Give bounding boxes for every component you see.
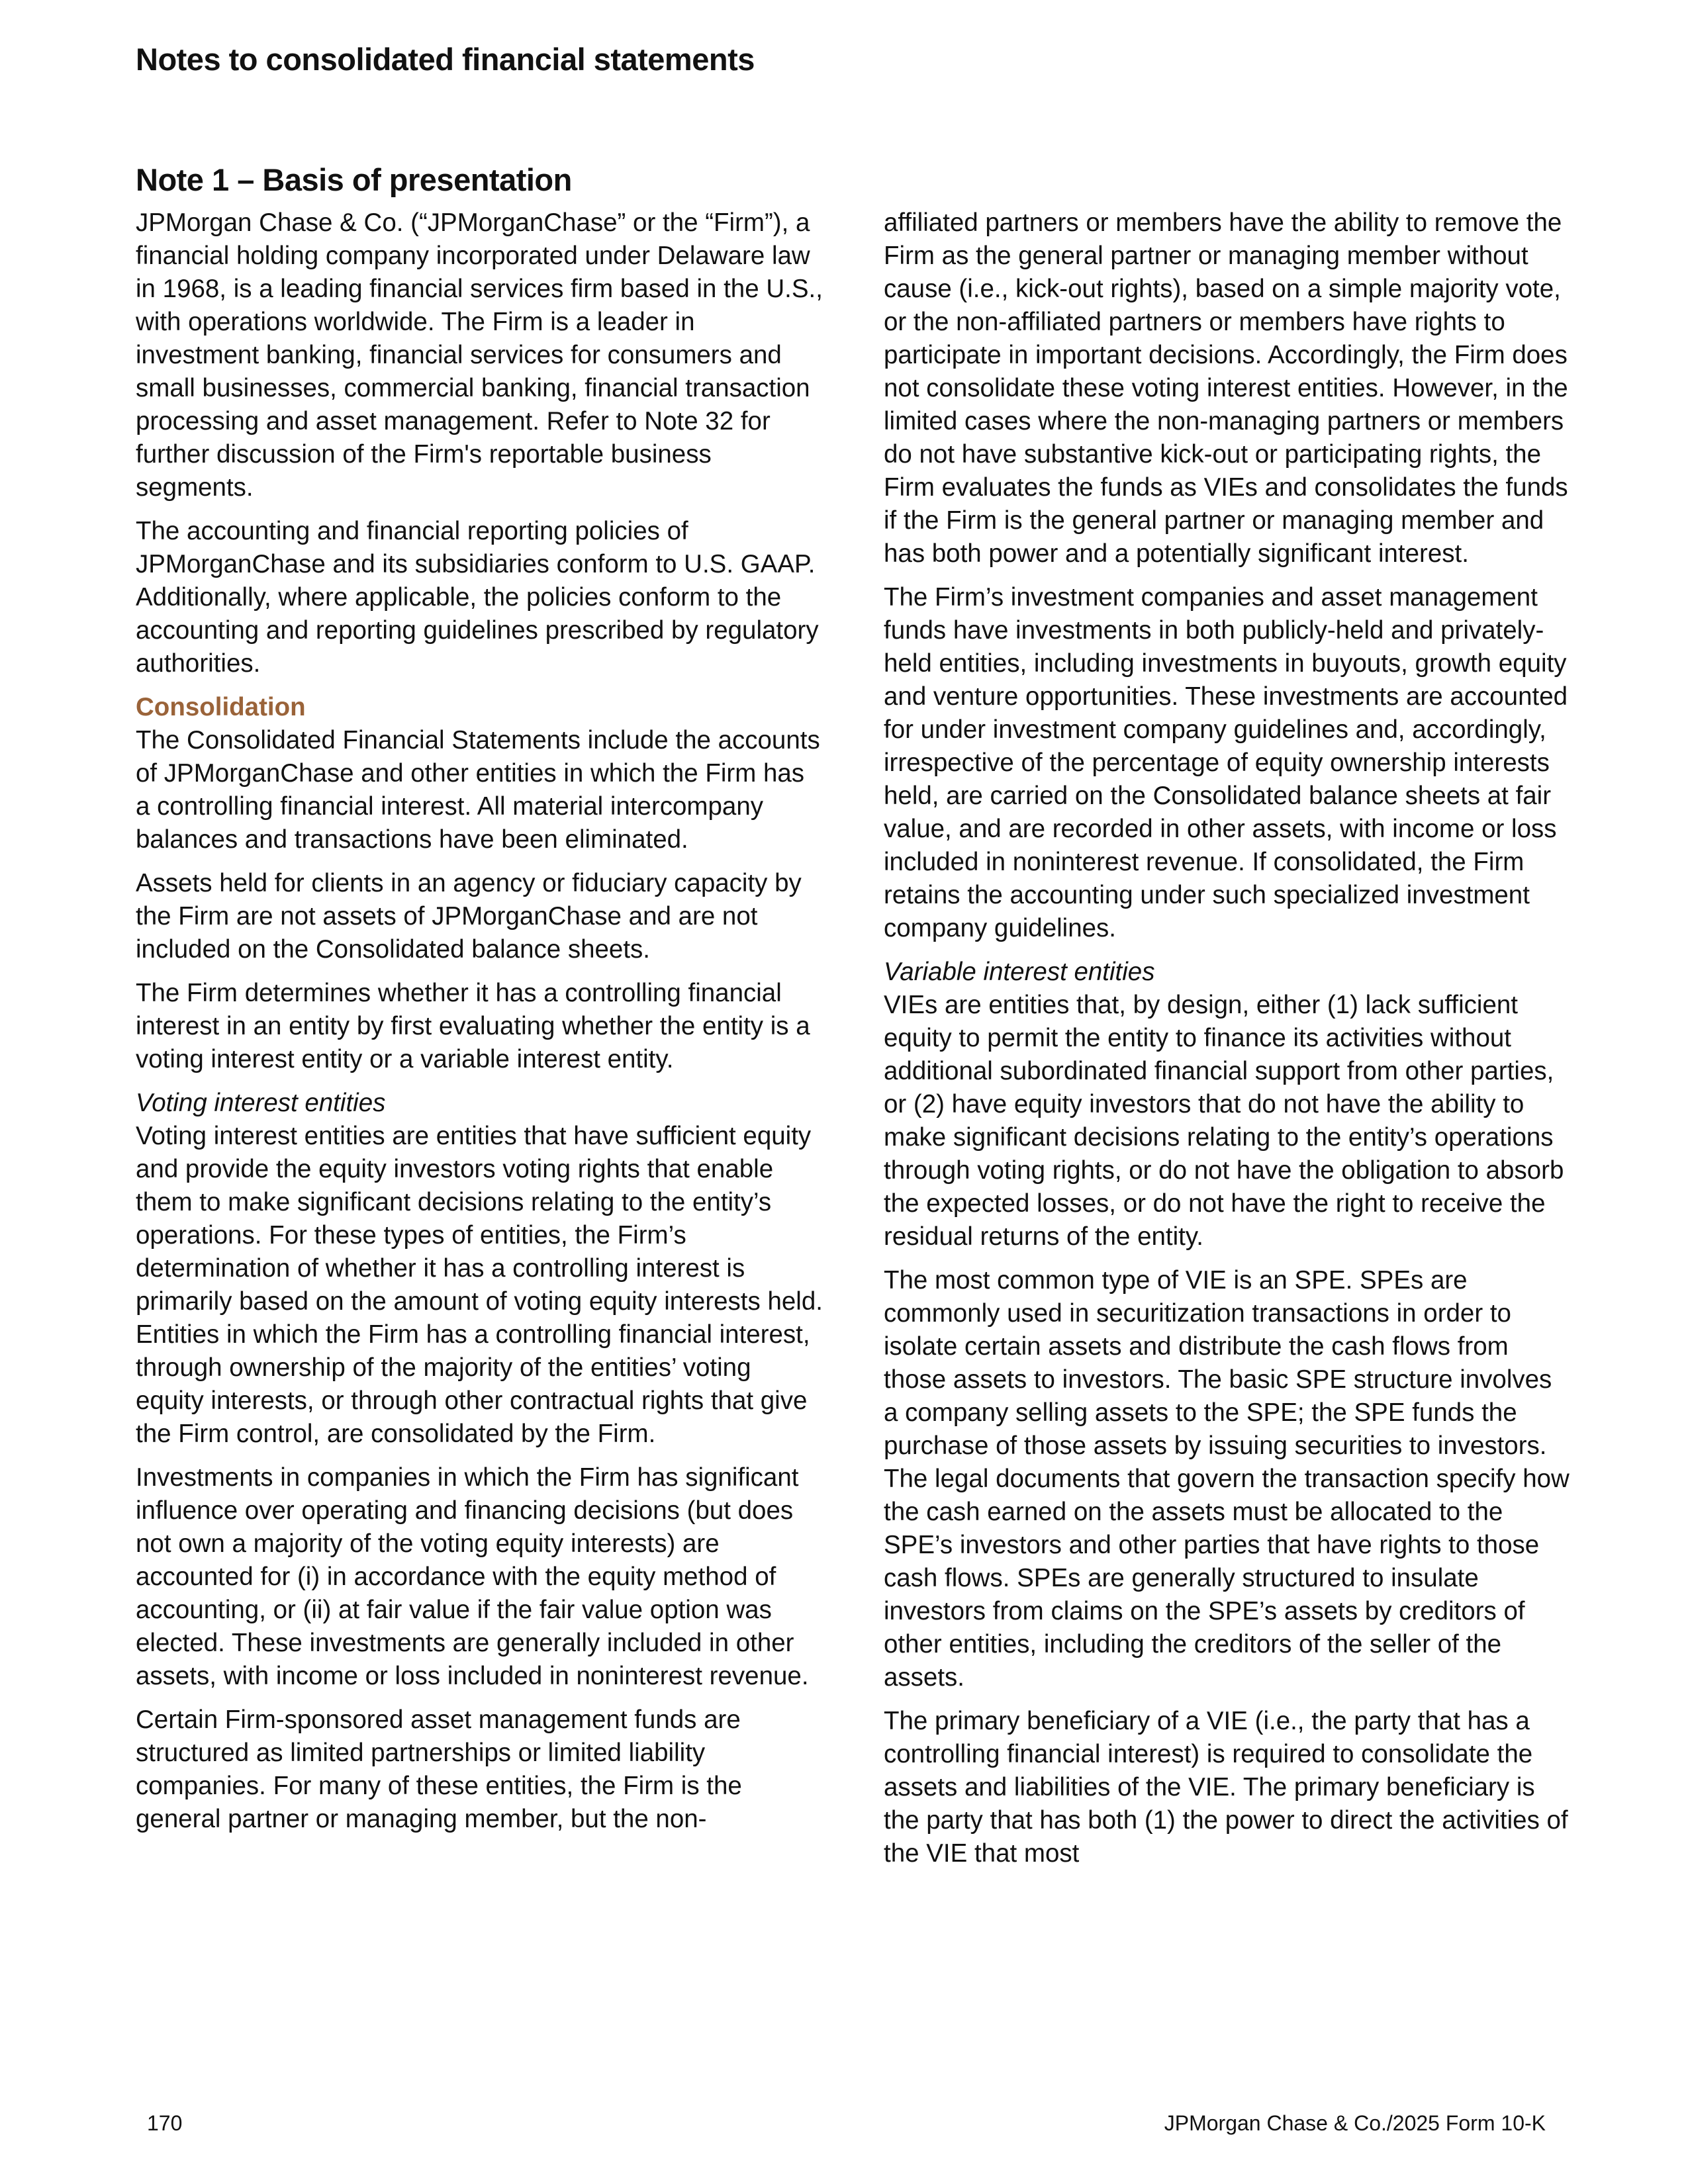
right-column [884,206,1572,1881]
paragraph-investment-companies: The Firm’s investment companies and asset management funds have investments in both publicly-held and privately-held entities, including investments in buyouts, growth equity and venture opportunities. These investments are accounted for under investment company guidelines and, accordingly, irrespective of the percentage of equity ownership interests held, are carried on the Consolidated balance sheets at fair value, and are recorded in other assets, with income or loss included in noninterest revenue. If consolidated, the Firm retains the accounting under such specialized investment company guidelines. [884,583,1568,942]
paragraph-significant-influence: Investments in companies in which the Firm has significant influence over operating and financing decisions (but does not own a majority of the voting equity interests) are accounted for (i) in accordance with the equity method of accounting, or (ii) at fair value if the fair value option was elected. These investments are generally included in other assets, with income or loss included in noninterest revenue. [136,1463,809,1690]
paragraph-firm-overview: JPMorgan Chase & Co. (“JPMorganChase” or the “Firm”), a financial holding company incorporated under Delaware law in 1968, is a leading financial services firm based in the U.S., with operations worldwide. The Firm is a leader in investment banking, financial services for consumers and small businesses, commercial banking, financial transaction processing and asset management. Refer to Note 32 for further discussion of the Firm's reportable business segments. [136,208,823,502]
paragraph-controlling-interest: The Firm determines whether it has a controlling financial interest in an entity by first evaluating whether the entity is a voting interest entity or a variable interest entity. [136,979,810,1073]
paragraph-vie-definition: VIEs are entities that, by design, either (1) lack sufficient equity to permit the entity to finance its activities without additional subordinated financial support from other parties, or (2) have equity investors that do not have the ability to make significant decisions relating to the entity’s operations through voting rights, or do not have the obligation to absorb the expected losses, or do not have the right to receive the residual returns of the entity. [884,991,1564,1251]
left-column [136,206,824,1846]
paragraph-assets-held-for-clients: Assets held for clients in an agency or fiduciary capacity by the Firm are not assets of JPMorganChase and are not included on the Consolidated balance sheets. [136,869,802,964]
footer-document-title: JPMorgan Chase & Co./2025 Form 10-K [1164,2111,1546,2135]
note-title: Note 1 – Basis of presentation [136,162,572,197]
section-heading-consolidation: Consolidation [136,693,306,721]
paragraph-consolidated-statements: The Consolidated Financial Statements include the accounts of JPMorganChase and other entities in which the Firm has a controlling financial interest. All material intercompany balances and transactions have been eliminated. [136,726,820,854]
subheading-variable-interest-entities: Variable interest entities [884,958,1155,986]
paragraph-voting-interest-entities: Voting interest entities are entities that have sufficient equity and provide the equity investors voting rights that enable them to make significant decisions relating to the entity’s operations. For these types of entities, the Firm’s determination of whether it has a controlling interest is primarily based on the amount of voting equity interests held. Entities in which the Firm has a controlling financial interest, through ownership of the majority of the entities’ voting equity interests, or through other contractual rights that give the Firm control, are consolidated by the Firm. [136,1122,823,1448]
paragraph-kick-out-rights: affiliated partners or members have the ability to remove the Firm as the general partner or managing member without cause (i.e., kick-out rights), based on a simple majority vote, or the non-affiliated partners or members have rights to participate in important decisions. Accordingly, the Firm does not consolidate these voting interest entities. However, in the limited cases where the non-managing partners or members do not have substantive kick-out or participating rights, the Firm evaluates the funds as VIEs and consolidates the funds if the Firm is the general partner or managing member and has both power and a potentially significant interest. [884,208,1568,568]
paragraph-primary-beneficiary: The primary beneficiary of a VIE (i.e., the party that has a controlling financial interest) is required to consolidate the assets and liabilities of the VIE. The primary beneficiary is the party that has both (1) the power to direct the activities of the VIE that most [884,1707,1568,1868]
paragraph-accounting-policies: The accounting and financial reporting policies of JPMorganChase and its subsidiaries conform to U.S. GAAP. Additionally, where applicable, the policies conform to the accounting and reporting guidelines prescribed by regulatory authorities. [136,517,819,678]
page-number: 170 [147,2111,183,2135]
subheading-voting-interest-entities: Voting interest entities [136,1089,386,1117]
paragraph-asset-management-funds: Certain Firm-sponsored asset management funds are structured as limited partnerships or limited liability companies. For many of these entities, the Firm is the general partner or managing member, but the non- [136,1706,742,1833]
paragraph-spe: The most common type of VIE is an SPE. SPEs are commonly used in securitization transactions in order to isolate certain assets and distribute the cash flows from those assets to investors. The basic SPE structure involves a company selling assets to the SPE; the SPE funds the purchase of those assets by issuing securities to investors. The legal documents that govern the transaction specify how the cash earned on the assets must be allocated to the SPE’s investors and other parties that have rights to those cash flows. SPEs are generally structured to insulate investors from claims on the SPE’s assets by creditors of other entities, including the creditors of the seller of the assets. [884,1266,1570,1692]
page-header-title: Notes to consolidated financial statements [136,42,755,77]
